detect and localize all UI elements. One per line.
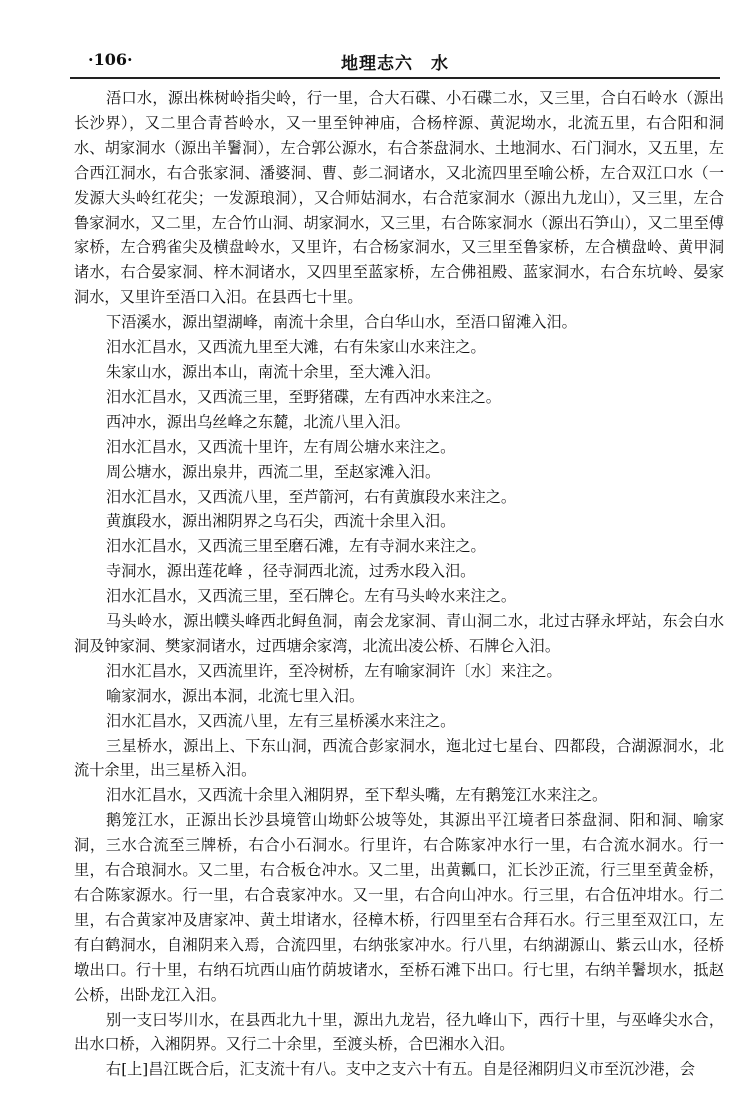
paragraph: 浯口水，源出株树岭指尖岭，行一里，合大石碟、小石碟二水，又三里，合白石岭水（源出长沙界），又二里合青苔岭水，又一里至钟神庙，合杨梓源、黄泥坳水，北流五里，右合阳和洞水、胡家洞水（源出羊鬐洞），左合郭公源水，右合茶盘洞水、土地洞水、石门洞水，又五里，左合西江洞水，右合张家洞、潘婆洞、曹、彭二洞诸水，又北流四里至喻公桥，左合双江口水（一发源大头岭红花尖；一发源琅洞），又合师姑洞水，右合范家洞水（源出九龙山），又三里，左合鲁家洞水，又二里，左合竹山洞、胡家洞水，又三里，右合陈家洞水（源出石笋山），又二里至傅家桥，左合鸦雀尖及横盘岭水，又里许，右合杨家洞水，又三里至鲁家桥，左合横盘岭、黄甲洞诸水，右合晏家洞、梓木洞诸水，又四里至蓝家桥，左合佛祖殿、蓝家洞水，右合东坑岭、晏家洞水，又里许至浯口入汨。在县西七十里。 — [74, 89, 724, 307]
header-rule — [70, 77, 720, 79]
body-text — [74, 86, 724, 1082]
running-title: 地理志六 水 — [341, 54, 449, 74]
paragraph: 马头岭水，源出幞头峰西北鲟鱼洞，南会龙家洞、青山洞二水，北过古驿永坪站，东会白水洞及钟家洞、樊家洞诸水，过西塘余家湾，北流出凌公桥、石牌仑入汨。 — [74, 612, 724, 655]
paragraph: 西冲水，源出乌丝峰之东麓，北流八里入汨。 — [106, 412, 410, 431]
paragraph: 汨水汇昌水，又西流里许，至冷树桥，左有喻家洞许〔水〕来注之。 — [106, 661, 562, 680]
paragraph: 寺洞水，源出莲花峰 ，径寺洞西北流，过秀水段入汨。 — [106, 562, 476, 581]
paragraph: 别一支曰岑川水，在县西北九十里，源出九龙岩，径九峰山下，西行十里，与巫峰尖水合，出水口桥，入湘阴界。又行二十余里，至渡头桥，合巴湘水入汨。 — [74, 1010, 724, 1054]
paragraph: 黄旗段水，源出湘阴界之乌石尖，西流十余里入汨。 — [106, 512, 456, 531]
page-header — [70, 46, 720, 76]
paragraph: 汨水汇昌水，又西流三里，至石牌仑。左有马头岭水来注之。 — [106, 587, 517, 606]
paragraph: 汨水汇昌水，又西流三里，至野猪碟，左有西冲水来注之。 — [106, 387, 501, 406]
paragraph: 汨水汇昌水，又西流八里，左有三星桥溪水来注之。 — [106, 711, 456, 730]
paragraph: 下浯溪水，源出望湖峰，南流十余里，合白华山水，至浯口留滩入汨。 — [106, 313, 577, 332]
paragraph: 鹅笼江水，正源出长沙县境管山坳虾公坡等处，其源出平江境者曰茶盘洞、阳和洞、喻家洞，三水合流至三牌桥，右合小石洞水。行里许，右合陈家冲水行一里，右合流水洞水。行一里，右合琅洞水。又二里，右合板仓冲水。又二里，出黄瓤口，汇长沙正流，行三里至黄金桥，右合陈家源水。行一里，右合袁家冲水。又一里，右合向山冲水。行三里，右合伍冲坩水。行二里，右合黄家冲及唐家冲、黄土坩诸水，径樟木桥，行四里至右合拜石水。行三里至双江口，左有白鹤洞水，自湘阴来入焉，合流四里，右纳张家冲水。行八里，右纳湖源山、紫云山水，径桥墩出口。行十里，右纳石坑西山庙竹荫坡诸水，至桥石滩下出口。行七里，右纳羊鬐坝水，抵赵公桥，出卧龙江入汨。 — [74, 811, 724, 1004]
paragraph: 汨水汇昌水，又西流十余里入湘阴界，至下犁头嘴，左有鹅笼江水来注之。 — [106, 786, 608, 805]
paragraph: 朱家山水，源出本山，南流十余里，至大滩入汨。 — [106, 362, 441, 381]
paragraph: 右[上]昌江既合后，汇支流十有八。支中之支六十有五。自是径湘阴归义市至沉沙港，会 — [106, 1060, 695, 1079]
paragraph: 周公塘水，源出泉井，西流二里，至赵家滩入汨。 — [106, 462, 441, 481]
page-number: ·106· — [88, 50, 133, 69]
paragraph: 三星桥水，源出上、下东山洞，西流合彭家洞水，迤北过七星台、四都段，合湖源洞水，北流十余里，出三星桥入汨。 — [74, 736, 724, 780]
paragraph: 喻家洞水，源出本洞，北流七里入汨。 — [106, 686, 365, 705]
paragraph: 汨水汇昌水，又西流三里至磨石滩，左有寺洞水来注之。 — [106, 537, 486, 556]
paragraph: 汨水汇昌水，又西流十里许，左有周公塘水来注之。 — [106, 437, 456, 456]
paragraph: 汨水汇昌水，又西流八里，至芦箭河，右有黄旗段水来注之。 — [106, 487, 517, 506]
paragraph: 汨水汇昌水，又西流九里至大滩，右有朱家山水来注之。 — [106, 338, 486, 357]
